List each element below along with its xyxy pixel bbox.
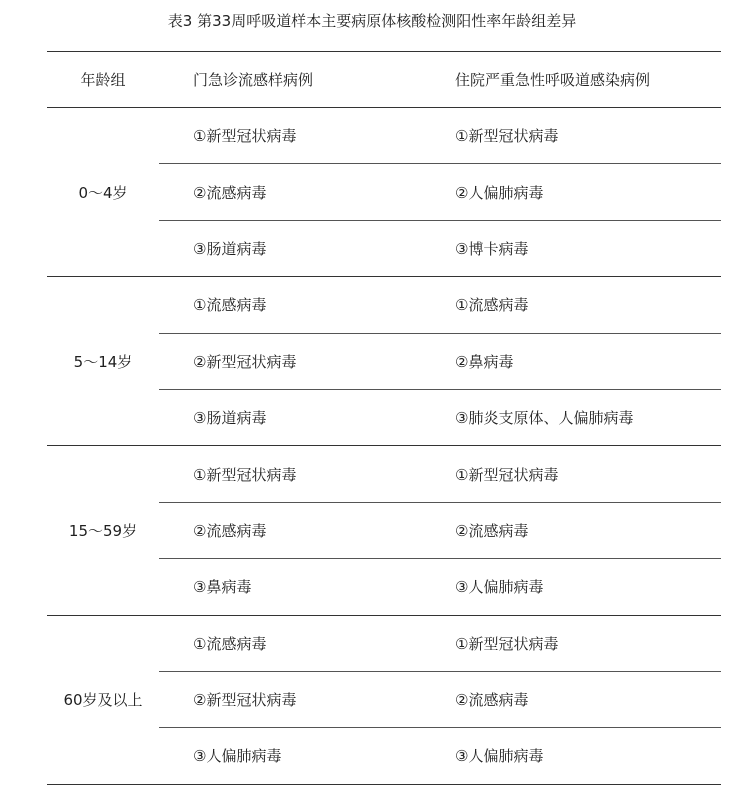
inpatient-cell: ②流感病毒 [418,671,721,727]
inpatient-cell: ①新型冠状病毒 [418,615,721,671]
inpatient-cell: ③肺炎支原体、人偏肺病毒 [418,389,721,445]
inpatient-cell: ②鼻病毒 [418,333,721,389]
inpatient-cell: ③博卡病毒 [418,220,721,276]
table-title: 表3 第33周呼吸道样本主要病原体核酸检测阳性率年龄组差异 [167,12,577,30]
table-row [47,615,721,671]
outpatient-cell: ②流感病毒 [159,502,418,558]
inpatient-cell: ③人偏肺病毒 [418,728,721,784]
inpatient-cell: ②人偏肺病毒 [418,164,721,220]
inpatient-cell: ③人偏肺病毒 [418,559,721,615]
header-inpatient: 住院严重急性呼吸道感染病例 [418,52,721,108]
outpatient-cell: ②新型冠状病毒 [159,333,418,389]
outpatient-cell: ③人偏肺病毒 [159,728,418,784]
age-group-cell: 60岁及以上 [47,615,159,784]
outpatient-cell: ③鼻病毒 [159,559,418,615]
outpatient-cell: ①流感病毒 [159,615,418,671]
table-row [47,108,721,164]
inpatient-cell: ①新型冠状病毒 [418,446,721,502]
header-row [47,52,721,108]
inpatient-cell: ①流感病毒 [418,277,721,333]
inpatient-cell: ②流感病毒 [418,502,721,558]
age-group-cell: 15～59岁 [47,446,159,615]
outpatient-cell: ③肠道病毒 [159,389,418,445]
outpatient-cell: ①新型冠状病毒 [159,108,418,164]
outpatient-cell: ③肠道病毒 [159,220,418,276]
header-outpatient: 门急诊流感样病例 [159,52,418,108]
header-age-group: 年龄组 [47,52,159,108]
table-row [47,446,721,502]
outpatient-cell: ①新型冠状病毒 [159,446,418,502]
table-row [47,277,721,333]
outpatient-cell: ①流感病毒 [159,277,418,333]
pathogen-age-table [47,51,721,785]
outpatient-cell: ②新型冠状病毒 [159,671,418,727]
inpatient-cell: ①新型冠状病毒 [418,108,721,164]
outpatient-cell: ②流感病毒 [159,164,418,220]
age-group-cell: 0～4岁 [47,108,159,277]
age-group-cell: 5～14岁 [47,277,159,446]
